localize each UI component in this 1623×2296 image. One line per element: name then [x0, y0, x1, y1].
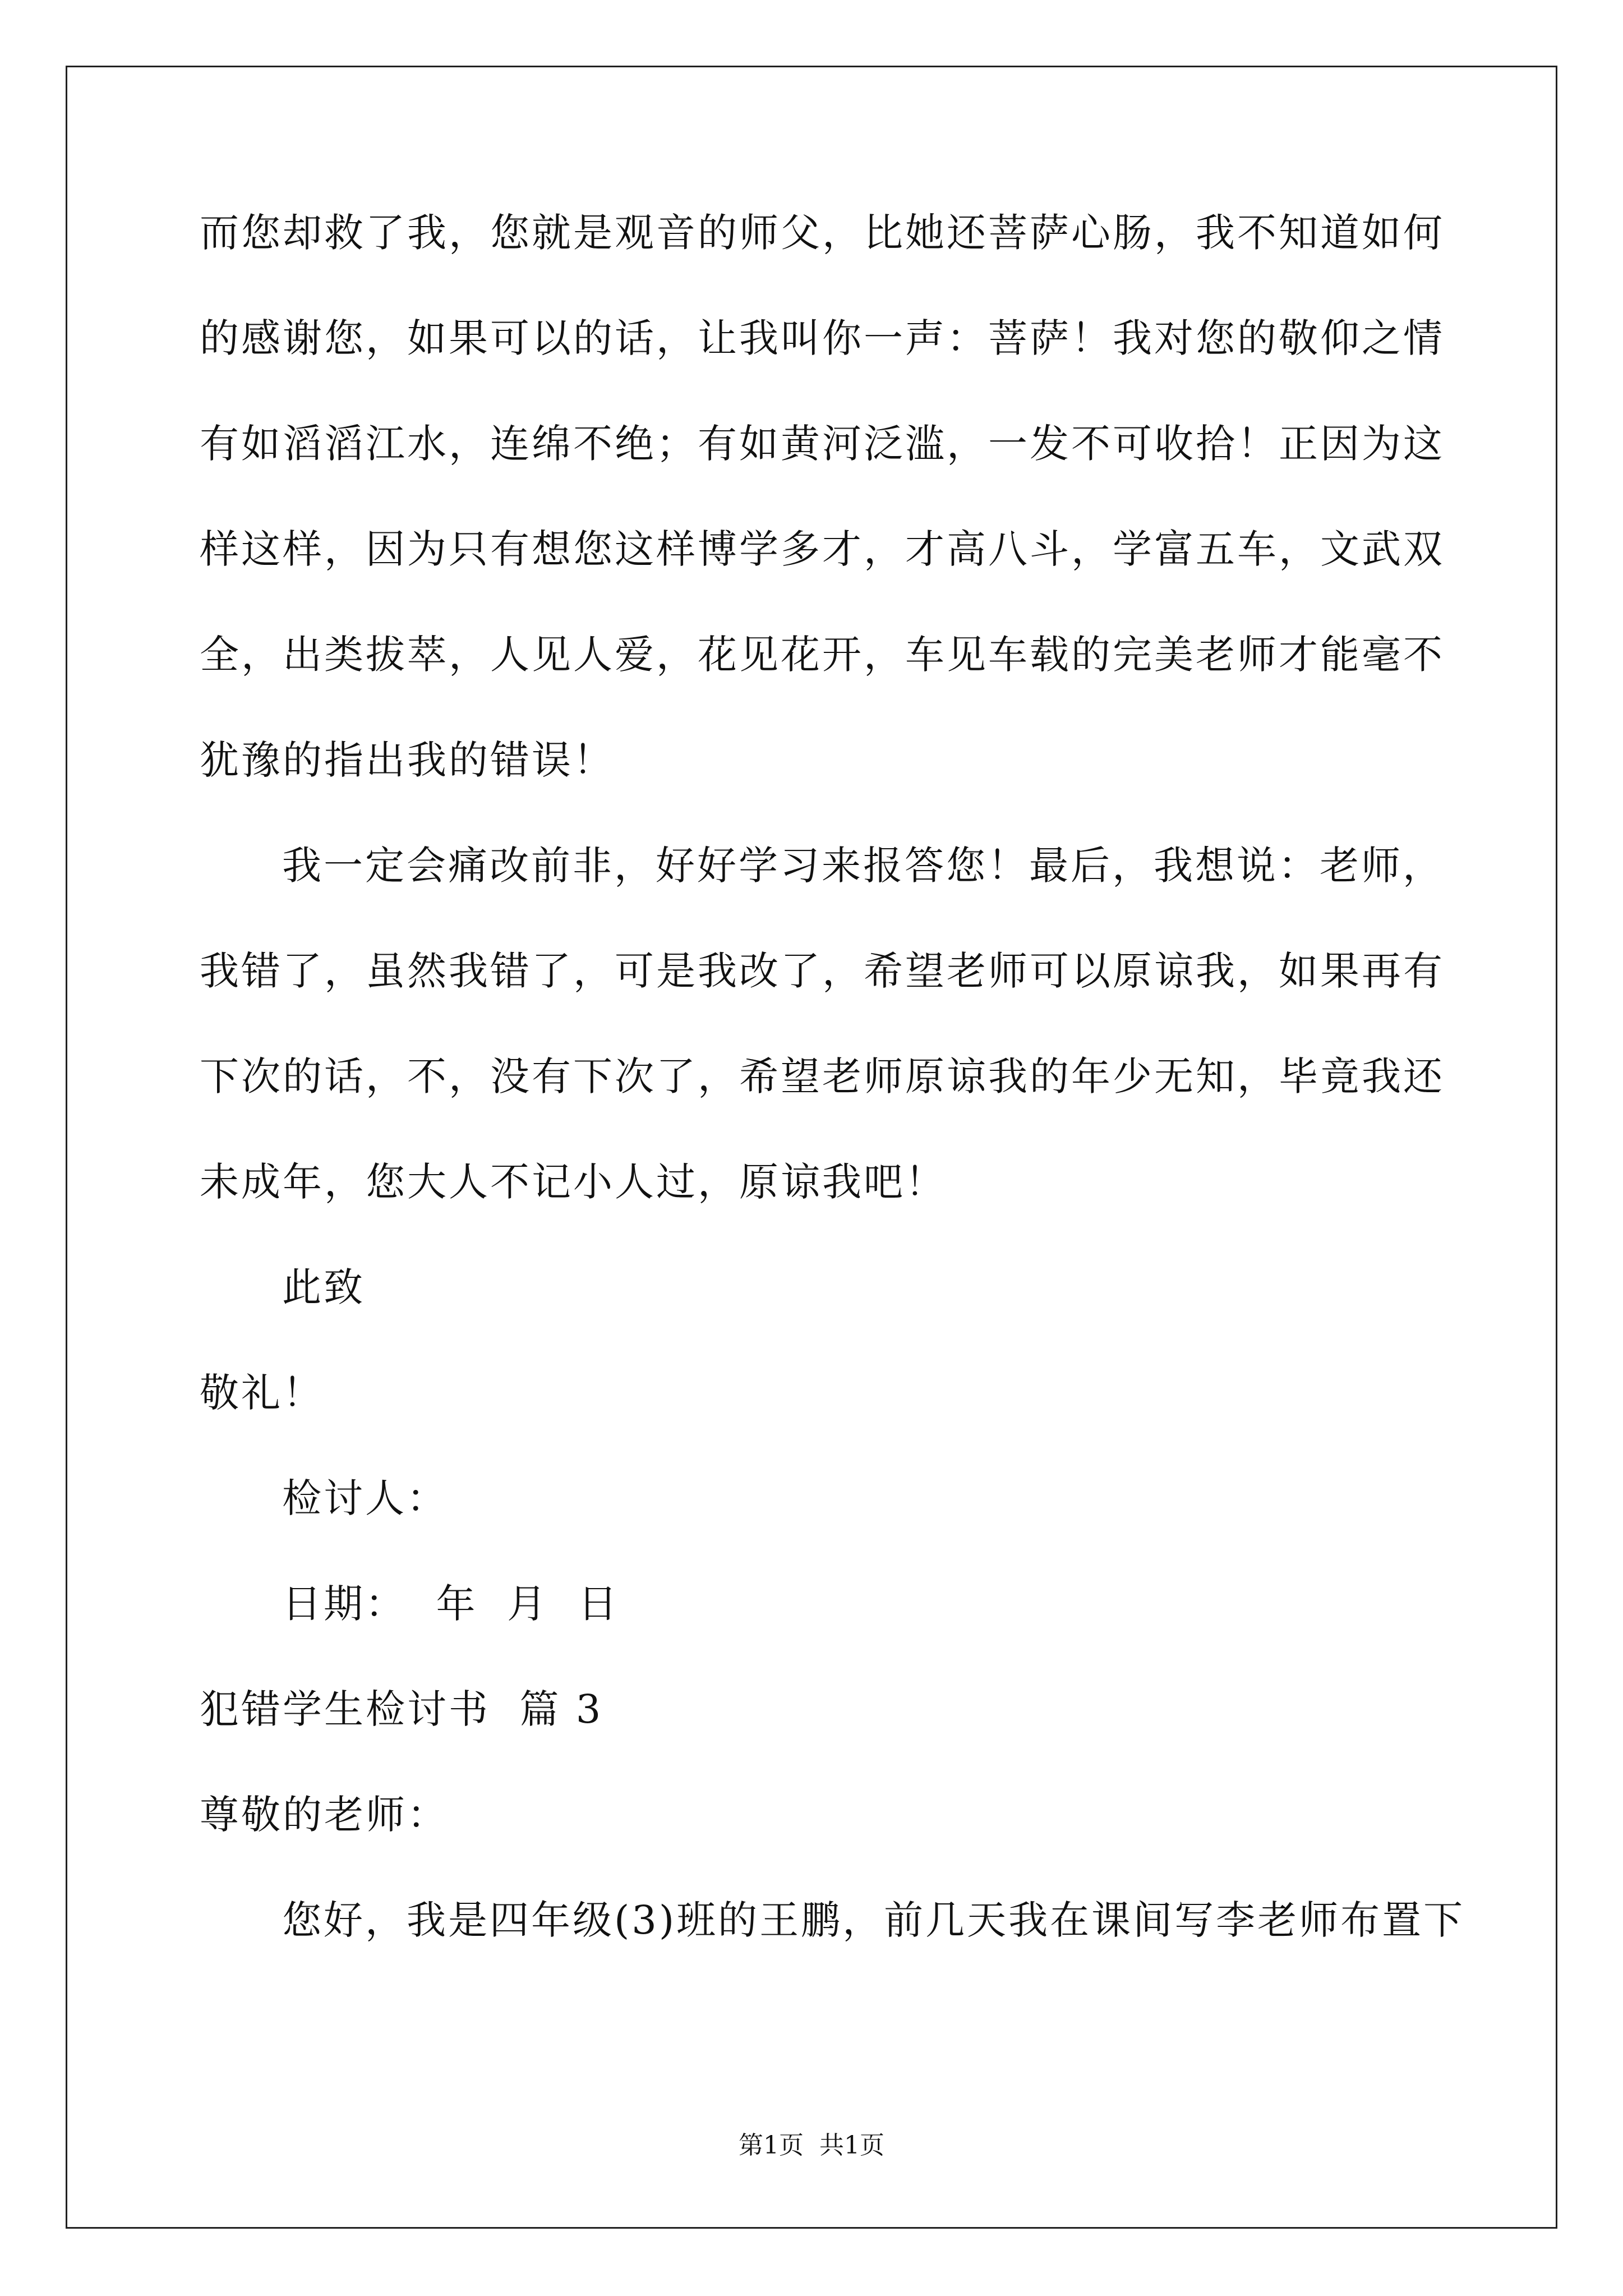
section-heading: 犯错学生检讨书 篇 3 [200, 1686, 603, 1732]
greeting-line: 尊敬的老师： [200, 1792, 449, 1838]
text-line: 未成年，您大人不记小人过，原谅我吧！ [200, 1159, 947, 1205]
text-line: 全，出类拔萃，人见人爱，花见花开，车见车载的完美老师才能毫不 [200, 632, 1445, 678]
signature-label: 检讨人： [282, 1475, 448, 1521]
paragraph-start-line: 我一定会痛改前非，好好学习来报答您！最后，我想说：老师， [282, 843, 1444, 889]
text-line: 我错了，虽然我错了，可是我改了，希望老师可以原谅我，如果再有 [200, 948, 1445, 994]
paragraph-start-line: 您好，我是四年级(3)班的王鹏，前几天我在课间写李老师布置下 [282, 1897, 1465, 1943]
closing-regards: 敬礼！ [200, 1370, 324, 1416]
text-line: 样这样，因为只有想您这样博学多才，才高八斗，学富五车，文武双 [200, 526, 1445, 572]
text-line: 犹豫的指出我的错误！ [200, 737, 615, 783]
text-line: 的感谢您，如果可以的话，让我叫你一声：菩萨！我对您的敬仰之情 [200, 315, 1445, 361]
text-line: 有如滔滔江水，连绵不绝；有如黄河泛滥，一发不可收拾！正因为这 [200, 421, 1445, 467]
text-line: 下次的话，不，没有下次了，希望老师原谅我的年少无知，毕竟我还 [200, 1053, 1445, 1099]
closing-salutation: 此致 [282, 1264, 365, 1310]
page-footer: 第1页 共1页 [739, 2131, 884, 2160]
date-label: 日期： 年 月 日 [282, 1581, 620, 1627]
text-line: 而您却救了我，您就是观音的师父，比她还菩萨心肠，我不知道如何 [200, 210, 1445, 256]
